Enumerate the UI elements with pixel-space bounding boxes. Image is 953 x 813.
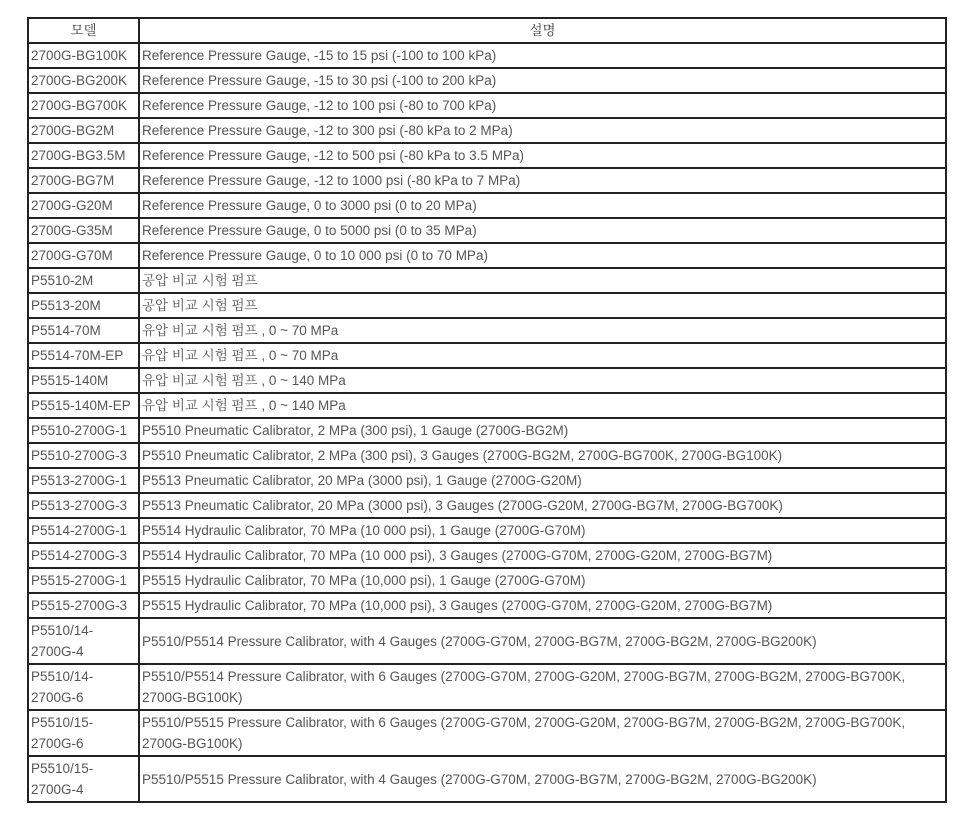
cell-description: P5510/P5514 Pressure Calibrator, with 4 Gauges (2700G-G70M, 2700G-BG7M, 2700G-BG2M, 2700G-BG200K) (139, 618, 946, 664)
header-model: 모델 (28, 18, 139, 43)
cell-model: 2700G-BG3.5M (28, 143, 139, 168)
table-row (28, 218, 946, 243)
table-row (28, 68, 946, 93)
cell-description: 유압 비교 시험 펌프 , 0 ~ 70 MPa (139, 318, 946, 343)
table-row (28, 368, 946, 393)
cell-description: P5510/P5515 Pressure Calibrator, with 4 Gauges (2700G-G70M, 2700G-BG7M, 2700G-BG2M, 2700G-BG200K) (139, 756, 946, 802)
cell-model: P5515-140M (28, 368, 139, 393)
cell-description: P5514 Hydraulic Calibrator, 70 MPa (10 000 psi), 3 Gauges (2700G-G70M, 2700G-G20M, 2700G-BG7M) (139, 543, 946, 568)
table-row (28, 318, 946, 343)
table-row (28, 293, 946, 318)
cell-model: P5510/14- 2700G-4 (28, 618, 139, 664)
cell-model: P5513-2700G-3 (28, 493, 139, 518)
table-row (28, 418, 946, 443)
table-row (28, 493, 946, 518)
cell-model: 2700G-BG7M (28, 168, 139, 193)
cell-description: Reference Pressure Gauge, 0 to 3000 psi (0 to 20 MPa) (139, 193, 946, 218)
cell-model: P5514-70M-EP (28, 343, 139, 368)
table-row (28, 118, 946, 143)
cell-description: 유압 비교 시험 펌프 , 0 ~ 70 MPa (139, 343, 946, 368)
table-row (28, 543, 946, 568)
cell-description: P5510 Pneumatic Calibrator, 2 MPa (300 psi), 3 Gauges (2700G-BG2M, 2700G-BG700K, 2700G-BG100K) (139, 443, 946, 468)
cell-model: P5514-2700G-1 (28, 518, 139, 543)
cell-description: Reference Pressure Gauge, -12 to 1000 psi (-80 kPa to 7 MPa) (139, 168, 946, 193)
cell-description: P5513 Pneumatic Calibrator, 20 MPa (3000 psi), 3 Gauges (2700G-G20M, 2700G-BG7M, 2700G-BG700K) (139, 493, 946, 518)
cell-description: P5510/P5514 Pressure Calibrator, with 6 Gauges (2700G-G70M, 2700G-G20M, 2700G-BG7M, 2700G-BG2M, 2700G-BG700K, 2700G-BG100K) (139, 664, 946, 710)
table-row (28, 664, 946, 710)
table-header-row (28, 18, 946, 43)
table-row (28, 243, 946, 268)
cell-description: P5513 Pneumatic Calibrator, 20 MPa (3000 psi), 1 Gauge (2700G-G20M) (139, 468, 946, 493)
table-row (28, 168, 946, 193)
cell-model: 2700G-BG2M (28, 118, 139, 143)
cell-description: P5515 Hydraulic Calibrator, 70 MPa (10,000 psi), 1 Gauge (2700G-G70M) (139, 568, 946, 593)
cell-description: Reference Pressure Gauge, -15 to 30 psi (-100 to 200 kPa) (139, 68, 946, 93)
cell-description: 공압 비교 시험 펌프 (139, 293, 946, 318)
table-row (28, 93, 946, 118)
table-row (28, 710, 946, 756)
cell-model: P5510-2700G-1 (28, 418, 139, 443)
cell-model: P5514-70M (28, 318, 139, 343)
cell-model: P5515-2700G-3 (28, 593, 139, 618)
table-row (28, 568, 946, 593)
table-row (28, 443, 946, 468)
cell-model: P5510-2700G-3 (28, 443, 139, 468)
cell-description: Reference Pressure Gauge, -12 to 100 psi (-80 to 700 kPa) (139, 93, 946, 118)
cell-description: P5510 Pneumatic Calibrator, 2 MPa (300 psi), 1 Gauge (2700G-BG2M) (139, 418, 946, 443)
cell-model: P5510/15- 2700G-6 (28, 710, 139, 756)
cell-description: P5510/P5515 Pressure Calibrator, with 6 Gauges (2700G-G70M, 2700G-G20M, 2700G-BG7M, 2700G-BG2M, 2700G-BG700K, 2700G-BG100K) (139, 710, 946, 756)
cell-model: 2700G-G70M (28, 243, 139, 268)
cell-model: P5510-2M (28, 268, 139, 293)
cell-description: Reference Pressure Gauge, -15 to 15 psi (-100 to 100 kPa) (139, 43, 946, 68)
cell-description: Reference Pressure Gauge, -12 to 500 psi (-80 kPa to 3.5 MPa) (139, 143, 946, 168)
table-row (28, 143, 946, 168)
cell-description: Reference Pressure Gauge, -12 to 300 psi (-80 kPa to 2 MPa) (139, 118, 946, 143)
cell-description: P5514 Hydraulic Calibrator, 70 MPa (10 000 psi), 1 Gauge (2700G-G70M) (139, 518, 946, 543)
header-description: 설명 (139, 18, 946, 43)
cell-description: P5515 Hydraulic Calibrator, 70 MPa (10,000 psi), 3 Gauges (2700G-G70M, 2700G-G20M, 2700G-BG7M) (139, 593, 946, 618)
cell-description: 유압 비교 시험 펌프 , 0 ~ 140 MPa (139, 368, 946, 393)
table-row (28, 193, 946, 218)
cell-model: P5510/14- 2700G-6 (28, 664, 139, 710)
cell-model: 2700G-BG100K (28, 43, 139, 68)
cell-model: P5515-2700G-1 (28, 568, 139, 593)
cell-model: P5510/15- 2700G-4 (28, 756, 139, 802)
cell-model: P5514-2700G-3 (28, 543, 139, 568)
cell-model: P5513-20M (28, 293, 139, 318)
table-row (28, 468, 946, 493)
cell-model: P5513-2700G-1 (28, 468, 139, 493)
table-row (28, 618, 946, 664)
table-row (28, 43, 946, 68)
cell-description: 공압 비교 시험 펌프 (139, 268, 946, 293)
table-row (28, 756, 946, 802)
cell-description: Reference Pressure Gauge, 0 to 5000 psi (0 to 35 MPa) (139, 218, 946, 243)
table-row (28, 268, 946, 293)
table-row (28, 518, 946, 543)
table-row (28, 343, 946, 368)
product-table-container (27, 17, 945, 803)
table-row (28, 593, 946, 618)
cell-model: 2700G-BG200K (28, 68, 139, 93)
cell-model: P5515-140M-EP (28, 393, 139, 418)
cell-model: 2700G-G20M (28, 193, 139, 218)
product-table (27, 17, 947, 803)
cell-description: Reference Pressure Gauge, 0 to 10 000 psi (0 to 70 MPa) (139, 243, 946, 268)
cell-model: 2700G-BG700K (28, 93, 139, 118)
table-row (28, 393, 946, 418)
table-body (28, 43, 946, 802)
cell-description: 유압 비교 시험 펌프 , 0 ~ 140 MPa (139, 393, 946, 418)
cell-model: 2700G-G35M (28, 218, 139, 243)
